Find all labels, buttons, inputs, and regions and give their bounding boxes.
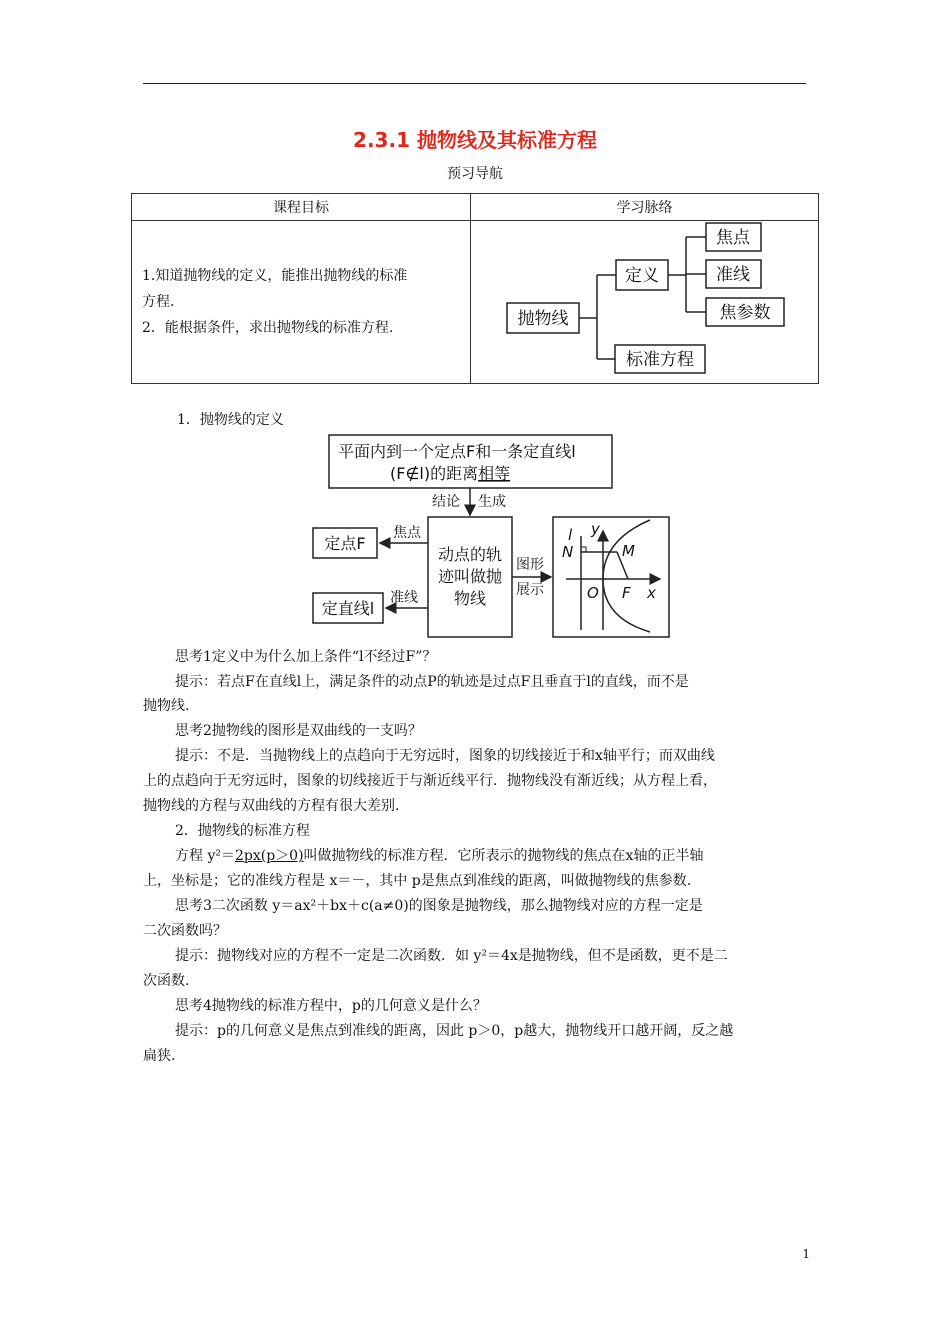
section2-heading: 2．抛物线的标准方程	[175, 823, 310, 839]
hint-2-line-3: 抛物线的方程与双曲线的方程有很大差别.	[143, 798, 400, 814]
hint-2-line-2: 上的点趋向于无穷远时，图象的切线接近于与渐近线平行．抛物线没有渐近线；从方程上看，	[143, 773, 717, 789]
graph-label-N: N	[562, 543, 574, 561]
map-root-text: 抛物线	[517, 309, 569, 329]
trajectory-text-2: 迹叫做抛	[437, 567, 503, 586]
hint-3-line-1: 提示：抛物线对应的方程不一定是二次函数．如 y²＝4x是抛物线，但不是函数，更不是二	[175, 948, 728, 964]
graph-label-y: y	[591, 520, 600, 538]
definition-text-2: (F∉l)的距离相等	[390, 464, 511, 483]
trajectory-text-3: 物线	[453, 589, 487, 608]
page-title: 2.3.1 抛物线及其标准方程	[353, 128, 597, 152]
think-3-line-1: 思考3二次函数 y＝ax²＋bx＋c(a≠0)的图象是抛物线，那么抛物线对应的方程一定是	[175, 898, 703, 914]
graph-label-l: l	[568, 526, 573, 544]
focus-arrow-label: 焦点	[393, 525, 421, 541]
hint-4-line-1: 提示：p的几何意义是焦点到准线的距离，因此 p＞0，p越大，抛物线开口越开阔，反之越	[175, 1023, 734, 1039]
definition-text-1: 平面内到一个定点F和一条定直线l	[338, 442, 576, 461]
fixed-point-text: 定点F	[324, 534, 366, 553]
hint-1-line-1: 提示：若点F在直线l上，满足条件的动点P的轨迹是过点F且垂直于l的直线，而不是	[175, 674, 689, 690]
hint-2-line-1: 提示：不是．当抛物线上的点趋向于无穷远时，图象的切线接近于和x轴平行；而双曲线	[175, 748, 715, 764]
think-4: 思考4抛物线的标准方程中，p的几何意义是什么？	[175, 998, 487, 1014]
fixed-line-text: 定直线l	[321, 599, 375, 618]
col-header-goals: 课程目标	[132, 194, 471, 221]
trajectory-text-1: 动点的轨	[437, 545, 503, 564]
page-subtitle: 预习导航	[447, 166, 503, 182]
section1-heading: 1．抛物线的定义	[177, 412, 284, 428]
directrix-arrow-label: 准线	[390, 590, 418, 606]
graph-label-x: x	[647, 584, 656, 602]
standard-equation-line-1: 方程 y²＝2px(p＞0)叫做抛物线的标准方程．它所表示的抛物线的焦点在x轴的正半轴	[175, 848, 704, 864]
standard-equation-line-2: 上，坐标是；它的准线方程是 x＝－，其中 p是焦点到准线的距离，叫做抛物线的焦参数.	[143, 873, 692, 889]
graph-label-M: M	[622, 542, 635, 560]
definition-diagram	[0, 0, 950, 660]
graph-arrow-label-1: 图形	[516, 557, 544, 573]
equation-blank: 2px(p＞0)	[234, 848, 304, 864]
page-number: 1	[802, 1247, 810, 1261]
goal-line: 1.知道抛物线的定义，能推出抛物线的标准	[142, 268, 408, 284]
think-3-line-2: 二次函数吗？	[143, 923, 227, 939]
goal-line: 方程.	[142, 294, 175, 310]
goal-line: 2．能根据条件，求出抛物线的标准方程.	[142, 320, 394, 336]
map-std-eq-text: 标准方程	[626, 350, 694, 370]
hint-4-line-2: 扁狭.	[143, 1048, 176, 1064]
think-2: 思考2抛物线的图形是双曲线的一支吗？	[175, 723, 422, 739]
map-definition-text: 定义	[625, 266, 659, 286]
hint-3-line-2: 次函数.	[143, 973, 190, 989]
col-header-context: 学习脉络	[471, 194, 819, 221]
think-1: 思考1定义中为什么加上条件“l不经过F”？	[175, 649, 437, 665]
map-focus-text: 焦点	[716, 228, 750, 248]
arrow-label-conclusion: 结论	[432, 494, 460, 510]
graph-arrow-label-2: 展示	[516, 582, 544, 598]
map-directrix-text: 准线	[716, 265, 750, 285]
graph-label-O: O	[587, 584, 599, 602]
hint-1-line-2: 抛物线.	[143, 698, 190, 714]
map-focal-param-text: 焦参数	[719, 303, 771, 323]
graph-label-F: F	[622, 584, 631, 602]
arrow-label-generate: 生成	[478, 494, 506, 510]
